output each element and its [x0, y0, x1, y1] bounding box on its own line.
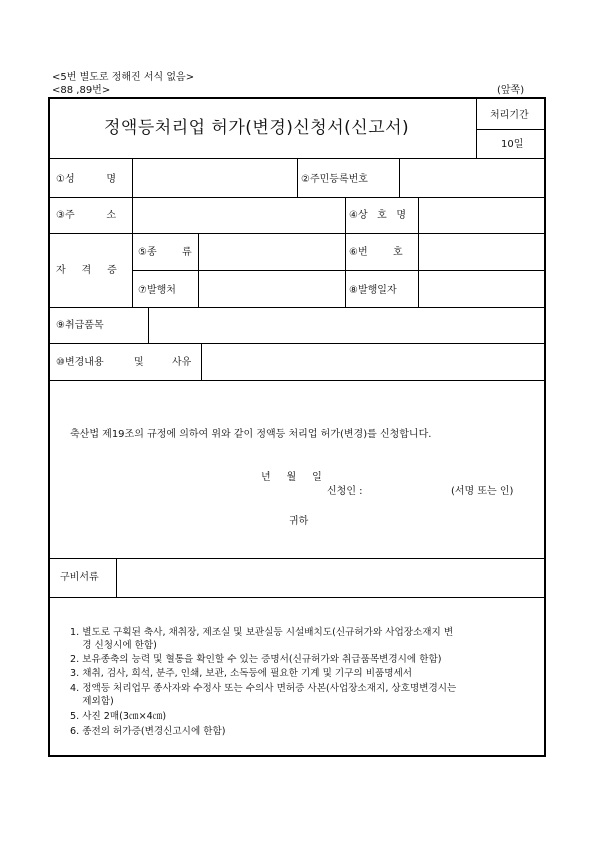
resident-no-label: ②주민등록번호 [301, 174, 368, 185]
address-field[interactable] [134, 199, 343, 232]
document-item: 1. 별도로 구획된 축사, 채취장, 제조실 및 보관실등 시설배치도(신규허가와 사업장소재지 변 [70, 627, 454, 638]
license-number-field[interactable] [420, 235, 544, 269]
rule-statement-bottom [48, 558, 546, 559]
document-item: 3. 채취, 검사, 희석, 분주, 인쇄, 보관, 소독등에 필요한 기계 및 기구의 비품명세서 [70, 668, 413, 679]
rule-label-col [132, 158, 133, 307]
rule-items-col [148, 307, 149, 343]
license-type-field[interactable] [200, 235, 343, 269]
license-number-label: ⑥번 호 [349, 247, 403, 258]
signature-label: (서명 또는 인) [451, 486, 514, 497]
address-label: ③주 소 [56, 210, 117, 221]
rule-docs-col [116, 558, 117, 597]
processing-period-label: 처리기간 [490, 110, 529, 121]
form-note: <5번 별도로 정해진 서식 없음> [52, 72, 195, 83]
change-reason-label: 사유 [172, 357, 192, 368]
rule-row1-right [399, 158, 400, 197]
rule-row2-bottom [48, 233, 546, 234]
trade-name-field[interactable] [420, 199, 544, 232]
addressee-label: 귀하 [289, 516, 309, 527]
issuer-label: ⑦발행처 [138, 285, 176, 296]
rule-docs-label-bottom [48, 597, 546, 598]
document-item: 2. 보유종축의 능력 및 혈통을 확인할 수 있는 증명서(신규허가와 취급품목변경시에 한함) [70, 654, 442, 665]
applicant-field[interactable] [372, 483, 448, 499]
statement-date: 년 월 일 [261, 472, 322, 483]
change-label: ⑩변경내용 [56, 357, 104, 368]
rule-row1-mid [297, 158, 298, 197]
rule-qual-split [133, 270, 546, 271]
rule-change-col [201, 343, 202, 380]
statement-text: 축산법 제19조의 규정에 의하여 위와 같이 정액등 처리업 허가(변경)를 신청합니다. [70, 429, 432, 440]
trade-name-label: ④상 호 명 [349, 210, 407, 221]
document-item: 6. 종전의 허가증(변경신고시에 한함) [70, 726, 226, 737]
rule-period-split [476, 129, 546, 130]
document-item: 경 신청시에 한함) [70, 640, 157, 651]
document-item: 4. 정액등 처리업무 종사자와 수정사 또는 수의사 면허증 사본(사업장소재지, 상호명변경시는 [70, 683, 457, 694]
change-and-label: 및 [134, 357, 144, 368]
items-field[interactable] [150, 309, 544, 342]
license-type-label: ⑤종 류 [138, 247, 192, 258]
issue-date-label: ⑧발행일자 [349, 285, 397, 296]
rule-row3-bottom [48, 307, 546, 308]
resident-no-field[interactable] [401, 160, 544, 195]
issue-date-field[interactable] [420, 272, 544, 306]
rule-right-col [418, 197, 419, 307]
applicant-label: 신청인 : [327, 486, 363, 497]
document-item: 5. 사진 2매(3㎝×4㎝) [70, 711, 167, 722]
document-item: 제외함) [70, 696, 114, 707]
rule-qual-col [198, 233, 199, 307]
name-field[interactable] [134, 160, 295, 195]
change-field[interactable] [203, 345, 544, 379]
issuer-field[interactable] [200, 272, 343, 306]
documents-label: 구비서류 [60, 572, 99, 583]
rule-row4-bottom [48, 343, 546, 344]
form-title: 정액등처리업 허가(변경)신청서(신고서) [104, 118, 410, 138]
name-label: ①성 명 [56, 174, 117, 185]
rule-row1-bottom [48, 197, 546, 198]
items-label: ⑨취급품목 [56, 320, 104, 331]
rule-mid-col [345, 197, 346, 307]
rule-row5-bottom [48, 380, 546, 381]
page-side-label: (앞쪽) [497, 85, 525, 96]
rule-period-left [476, 97, 477, 158]
qualification-label: 자 격 증 [56, 265, 117, 276]
form-reference: <88 ,89번> [52, 85, 111, 96]
processing-period-value: 10일 [501, 139, 524, 150]
